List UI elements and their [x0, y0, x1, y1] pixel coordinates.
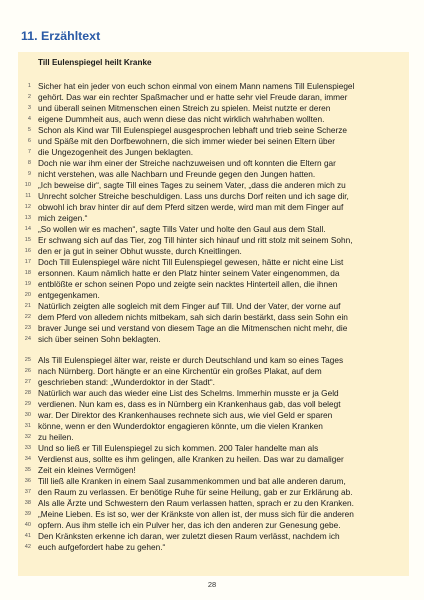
line-number: 15	[24, 237, 31, 243]
line-text: Doch nie war ihm einer der Streiche nachzuweisen und oft konnten die Eltern gar	[38, 158, 336, 168]
line-text: verdienen. Nun kam es, dass es in Nürnberg ein Krankenhaus gab, das voll belegt	[38, 399, 341, 409]
text-line	[18, 498, 409, 509]
line-number: 25	[24, 357, 31, 363]
line-text: dem Pferd von alledem nichts mitbekam, sah sich darin bestärkt, dass sein Sohn ein	[38, 312, 348, 322]
line-text: könne, wenn er den Wunderdoktor engagieren könnte, um die vielen Kranken	[38, 421, 323, 431]
line-number: 19	[24, 281, 31, 287]
line-number: 18	[24, 270, 31, 276]
text-line	[18, 432, 409, 443]
line-text: eigene Dummheit aus, auch wenn diese das nicht wirklich wahrhaben wollten.	[38, 114, 325, 124]
line-text: Schon als Kind war Till Eulenspiegel ausgesprochen lebhaft und trieb seine Scherze	[38, 125, 348, 135]
text-line	[18, 202, 409, 213]
text-line	[18, 180, 409, 191]
line-number: 29	[24, 401, 31, 407]
line-number: 11	[25, 193, 31, 199]
line-number: 39	[24, 511, 31, 517]
line-number: 38	[24, 500, 31, 506]
text-line	[18, 334, 409, 345]
text-line	[18, 443, 409, 454]
section-heading: 11. Erzähltext	[21, 29, 101, 43]
text-line	[18, 465, 409, 476]
line-text: den er ja gut in seiner Obhut wusste, durch Kneitlingen.	[38, 246, 242, 256]
line-text: „Ich beweise dir“, sagte Till eines Tages zu seinem Vater, „dass die anderen mich zu	[38, 180, 346, 190]
line-number: 10	[24, 182, 31, 188]
line-number: 8	[27, 160, 31, 166]
line-number: 4	[27, 116, 31, 122]
text-line	[18, 509, 409, 520]
line-text: mich zeigen.“	[38, 213, 88, 223]
line-number: 37	[24, 489, 31, 495]
line-number: 2	[27, 94, 31, 100]
text-line	[18, 103, 409, 114]
line-text: Als alle Ärzte und Schwestern den Raum verlassen hatten, sprach er zu den Kranken.	[38, 498, 354, 508]
text-line	[18, 158, 409, 169]
line-text: entblößte er schon seinen Popo und zeigte sein nacktes Hinterteil allen, die ihnen	[38, 279, 338, 289]
text-line	[18, 345, 409, 366]
text-line	[18, 301, 409, 312]
line-number: 40	[24, 522, 31, 528]
line-text: ersonnen. Kaum nämlich hatte er den Platz hinter seinem Vater eingenommen, da	[38, 268, 340, 278]
text-line	[18, 377, 409, 388]
line-text: und Späße mit den Dorfbewohnern, die sich immer wieder bei seinen Eltern über	[38, 136, 335, 146]
line-text: und überall seinen Mitmenschen einen Streich zu spielen. Meist nutzte er deren	[38, 103, 331, 113]
text-line	[18, 92, 409, 103]
line-text: Sicher hat ein jeder von euch schon einmal von einem Mann namens Till Eulenspiegel	[38, 81, 355, 91]
line-number: 7	[27, 149, 31, 155]
line-text: Natürlich war auch das wieder eine List des Schelms. Immerhin musste er ja Geld	[38, 388, 339, 398]
line-number: 5	[27, 127, 31, 133]
text-line	[18, 312, 409, 323]
line-text: „Meine Lieben. Es ist so, wer der Kränkste von allen ist, der muss sich für die anderen	[38, 509, 354, 519]
text-line	[18, 410, 409, 421]
text-line	[18, 366, 409, 377]
line-number: 9	[27, 171, 31, 177]
line-text: nicht verstehen, was alle Nachbarn und Freunde gegen den Jungen hatten.	[38, 169, 316, 179]
line-number: 3	[27, 105, 31, 111]
line-text: Den Kränksten erkenne ich daran, wer zuletzt diesen Raum verlässt, nachdem ich	[38, 531, 340, 541]
line-number: 36	[24, 478, 31, 484]
line-text: zu heilen.	[38, 432, 74, 442]
text-line	[18, 487, 409, 498]
text-line	[18, 388, 409, 399]
text-line	[18, 114, 409, 125]
text-line	[18, 476, 409, 487]
line-number: 14	[24, 226, 31, 232]
line-number: 28	[24, 390, 31, 396]
text-line	[18, 323, 409, 334]
line-number: 20	[24, 292, 31, 298]
line-text: entgegenkamen.	[38, 290, 100, 300]
story-title: Till Eulenspiegel heilt Kranke	[38, 58, 152, 67]
text-line	[18, 454, 409, 465]
text-line	[18, 421, 409, 432]
line-text: Natürlich zeigten alle sogleich mit dem Finger auf Till. Und der Vater, der vorne auf	[38, 301, 341, 311]
line-text: „So wollen wir es machen“, sagte Tills Vater und holte den Gaul aus dem Stall.	[38, 224, 326, 234]
text-line	[18, 257, 409, 268]
line-number: 41	[24, 533, 31, 539]
line-text: Till ließ alle Kranken in einem Saal zusammenkommen und bat alle anderen darum,	[38, 476, 346, 486]
line-number: 34	[24, 456, 31, 462]
line-number: 35	[24, 467, 31, 473]
line-text: braver Junge sei und verstand von diesem Tage an die Mitmenschen nicht mehr, die	[38, 323, 348, 333]
line-number: 17	[24, 259, 31, 265]
text-line	[18, 213, 409, 224]
line-text: sich über seinen Sohn beklagten.	[38, 334, 161, 344]
text-line	[18, 125, 409, 136]
line-text: Er schwang sich auf das Tier, zog Till hinter sich hinauf und ritt stolz mit seinem Sohn,	[38, 235, 353, 245]
line-text: Als Till Eulenspiegel älter war, reiste er durch Deutschland und kam so eines Tages	[38, 355, 344, 365]
text-line	[18, 531, 409, 542]
line-number: 26	[24, 368, 31, 374]
line-number: 42	[24, 544, 31, 550]
line-text: Doch Till Eulenspiegel wäre nicht Till Eulenspiegel gewesen, hätte er nicht eine List	[38, 257, 344, 267]
text-line	[18, 147, 409, 158]
text-line	[18, 136, 409, 147]
text-line	[18, 224, 409, 235]
text-line	[18, 235, 409, 246]
line-text: Zeit ein kleines Vermögen!	[38, 465, 136, 475]
line-number: 24	[24, 336, 31, 342]
line-number: 16	[24, 248, 31, 254]
story-box	[18, 52, 409, 576]
text-line	[18, 542, 409, 553]
line-text: die Ungezogenheit des Jungen beklagten.	[38, 147, 193, 157]
line-text: Und so ließ er Till Eulenspiegel zu sich kommen. 200 Taler handelte man als	[38, 443, 319, 453]
text-line	[18, 520, 409, 531]
line-number: 22	[24, 314, 31, 320]
line-text: gehört. Das war ein rechter Spaßmacher und er hatte sehr viel Freude daran, immer	[38, 92, 348, 102]
line-number: 30	[24, 412, 31, 418]
text-line	[18, 268, 409, 279]
line-number: 6	[27, 138, 31, 144]
line-text: euch aufgefordert habe zu gehen.“	[38, 542, 166, 552]
line-text: nach Nürnberg. Dort hängte er an eine Kirchentür ein großes Plakat, auf dem	[38, 366, 322, 376]
line-number: 1	[27, 83, 31, 89]
line-number: 21	[24, 303, 31, 309]
line-number: 27	[24, 379, 31, 385]
line-text: geschrieben stand: „Wunderdoktor in der Stadt“.	[38, 377, 215, 387]
line-number: 31	[24, 423, 31, 429]
page-number: 28	[207, 580, 217, 589]
story-lines	[18, 81, 409, 553]
text-line	[18, 399, 409, 410]
line-number: 33	[24, 445, 31, 451]
line-text: war. Der Direktor des Krankenhauses rechnete sich aus, wie viel Geld er sparen	[38, 410, 333, 420]
line-number: 23	[24, 325, 31, 331]
text-line	[18, 169, 409, 180]
line-number: 13	[24, 215, 31, 221]
text-line	[18, 81, 409, 92]
text-line	[18, 290, 409, 301]
line-number: 12	[24, 204, 31, 210]
line-text: Unrecht solcher Streiche beschuldigen. Lass uns durchs Dorf reiten und ich sage dir,	[38, 191, 349, 201]
line-text: Verdienst aus, sollte es ihm gelingen, alle Kranken zu heilen. Das war zu damaliger	[38, 454, 344, 464]
text-line	[18, 279, 409, 290]
line-text: den Raum zu verlassen. Er benötige Ruhe für seine Heilung, gab er zur Erklärung ab.	[38, 487, 353, 497]
line-text: obwohl ich brav hinter dir auf dem Pferd sitzen werde, wird man mit dem Finger auf	[38, 202, 344, 212]
line-text: opfern. Aus ihm stelle ich ein Pulver her, das ich den anderen zur Genesung gebe.	[38, 520, 341, 530]
text-line	[18, 191, 409, 202]
line-number: 32	[24, 434, 31, 440]
text-line	[18, 246, 409, 257]
